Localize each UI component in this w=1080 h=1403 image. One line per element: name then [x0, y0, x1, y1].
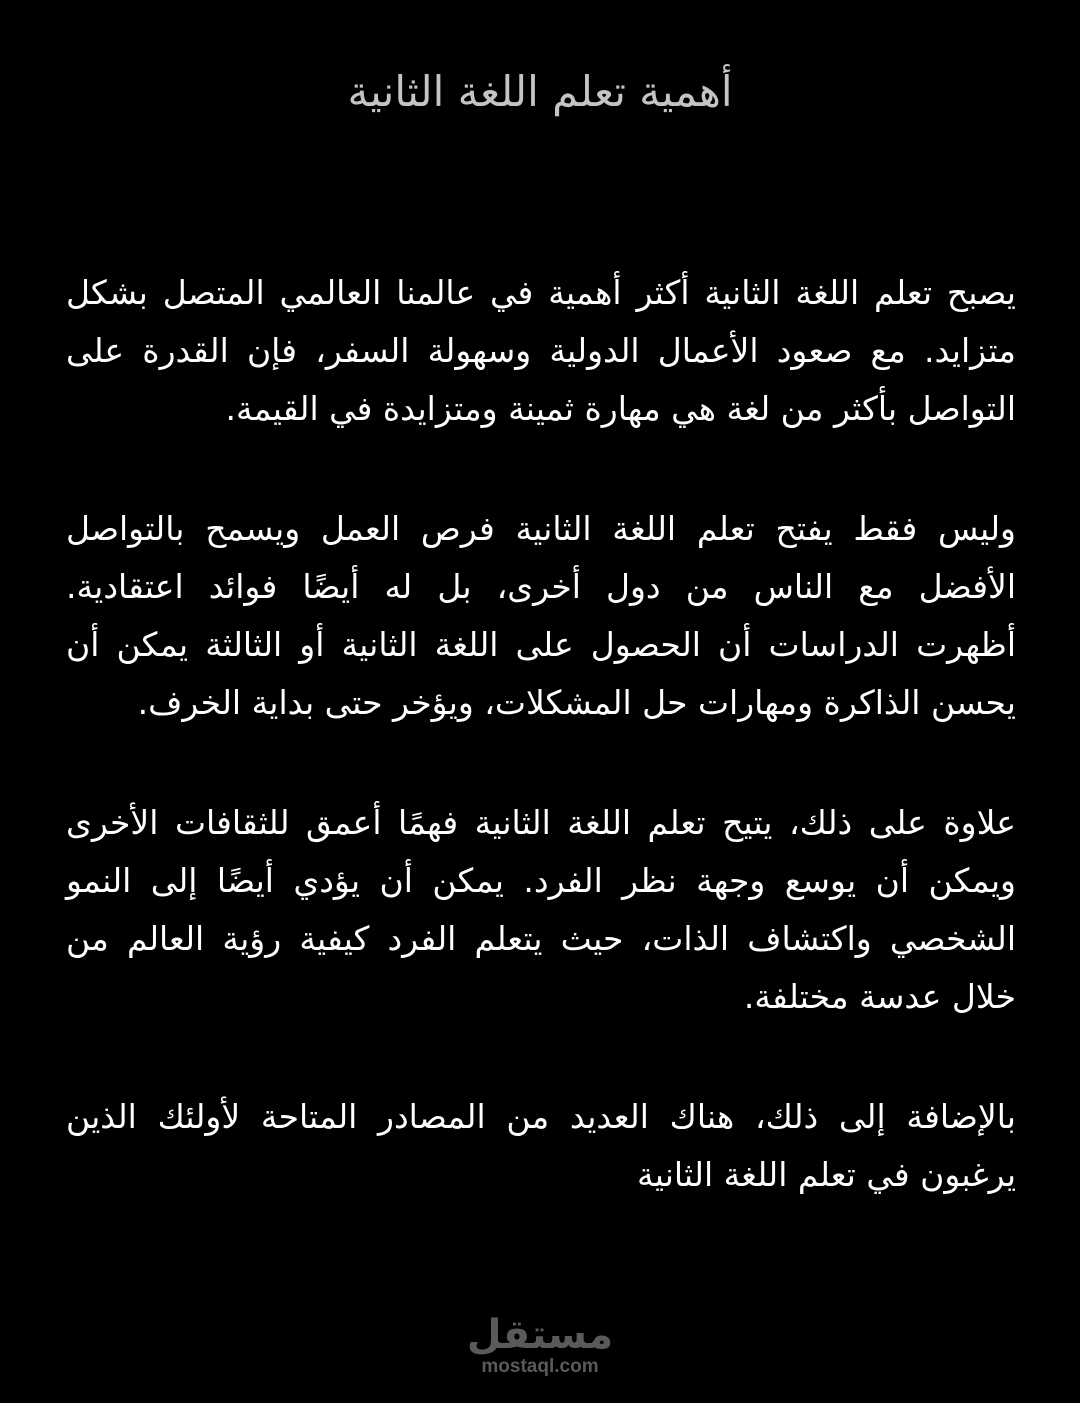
text-line: الأفضل مع الناس من دول أخرى، بل له أيضًا فوائد اعتقادية.: [66, 567, 1016, 606]
text-line: ويمكن أن يوسع وجهة نظر الفرد. يمكن أن يؤدي أيضًا إلى النمو: [66, 861, 1016, 900]
text-line: يحسن الذاكرة ومهارات حل المشكلات، ويؤخر حتى بداية الخرف.: [137, 683, 1016, 722]
paragraph-4: [66, 1088, 1016, 1204]
text-line: خلال عدسة مختلفة.: [743, 977, 1016, 1016]
text-line: بالإضافة إلى ذلك، هناك العديد من المصادر المتاحة لأولئك الذين: [66, 1097, 1016, 1136]
watermark-domain: mostaql.com: [481, 1356, 599, 1377]
text-line: متزايد. مع صعود الأعمال الدولية وسهولة السفر، فإن القدرة على: [66, 331, 1016, 370]
text-line: الشخصي واكتشاف الذات، حيث يتعلم الفرد كيفية رؤية العالم من: [66, 919, 1016, 958]
article-body: [66, 264, 1016, 1204]
text-line: التواصل بأكثر من لغة هي مهارة ثمينة ومتزايدة في القيمة.: [225, 389, 1016, 428]
page-title: أهمية تعلم اللغة الثانية: [347, 67, 733, 116]
text-line: يرغبون في تعلم اللغة الثانية: [637, 1155, 1016, 1194]
text-line: يصبح تعلم اللغة الثانية أكثر أهمية في عالمنا العالمي المتصل بشكل: [66, 273, 1016, 312]
paragraph-2: [66, 500, 1016, 732]
text-line: وليس فقط يفتح تعلم اللغة الثانية فرص العمل ويسمح بالتواصل: [66, 509, 1016, 548]
paragraph-1: [66, 264, 1016, 438]
watermark-logo-arabic: مستقل: [466, 1312, 614, 1358]
paragraph-3: [66, 794, 1016, 1026]
text-line: علاوة على ذلك، يتيح تعلم اللغة الثانية فهمًا أعمق للثقافات الأخرى: [66, 803, 1016, 842]
text-line: أظهرت الدراسات أن الحصول على اللغة الثانية أو الثالثة يمكن أن: [66, 625, 1016, 664]
mostaql-watermark: [440, 1312, 640, 1379]
